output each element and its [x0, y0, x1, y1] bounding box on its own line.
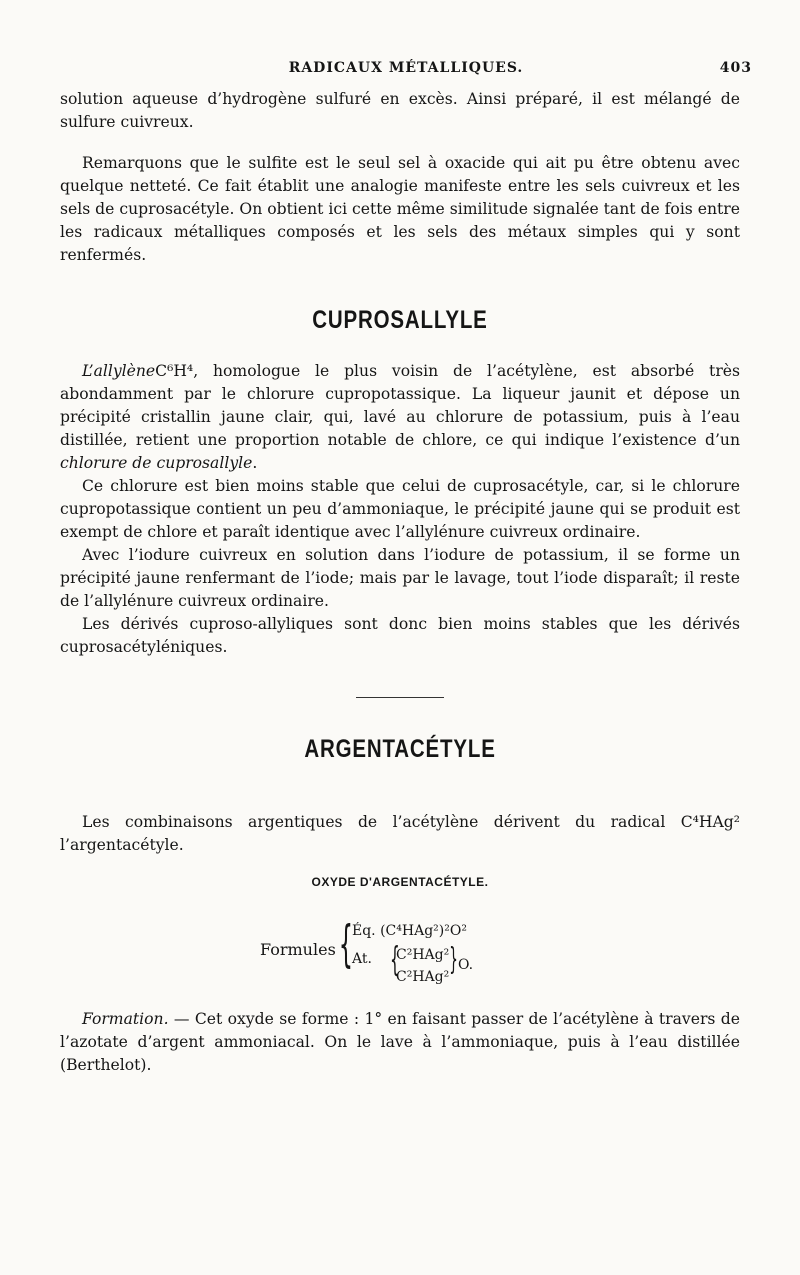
paragraph: Les combinaisons argentiques de l’acétylène dérivent du radical C⁴HAg² l’argentacétyle. [60, 813, 740, 854]
paragraph-text: . [252, 454, 258, 472]
formula-at-o: O. [458, 957, 474, 973]
running-head [60, 60, 752, 84]
formula-at-label: At. [352, 951, 372, 967]
paragraph: Ce chlorure est bien moins stable que celui de cuprosacétyle, car, si le chlorure cupropotassique contient un peu d’ammoniaque, le précipité jaune qui se produit est exempt de chlore et paraît identique avec l’allylénure cuivreux ordinaire. [60, 477, 740, 541]
italic-term: chlorure de cuprosallyle [60, 454, 253, 472]
italic-term: Formation. [82, 1010, 169, 1028]
paragraph-text: , homologue le plus voisin de l’acétylène, est absorbé très abondamment par le chlorure cupropotassique. La liqueur jaunit et dépose un précipité cristallin jaune clair, qui, lavé au chlorure de potassium, puis à l’eau distillée, retient une proportion notable de chlore, ce qui indique l’existence d’un [60, 362, 740, 449]
running-title: RADICAUX MÉTALLIQUES. [288, 60, 524, 76]
paragraph [60, 1008, 740, 1077]
section-heading: CUPROSALLYLE [312, 306, 488, 334]
formula-eq: Éq. (C⁴HAg²)²O² [352, 923, 467, 939]
paragraph: Avec l’iodure cuivreux en solution dans l’iodure de potassium, il se forme un précipité jaune renfermant de l’iode; mais par le lavage, tout l’iode disparaît; il reste de l’allylénure cuivreux ordinaire. [60, 546, 740, 610]
page-number: 403 [719, 60, 752, 76]
subsection-heading: OXYDE D'ARGENTACÉTYLE. [311, 875, 489, 889]
paragraph-text: — Cet oxyde se forme : 1° en faisant passer de l’acétylène à travers de l’azotate d’argent ammoniacal. On le lave à l’ammoniaque, puis à l’eau distillée (Berthelot). [60, 1010, 740, 1074]
paragraph: Remarquons que le sulfite est le seul sel à oxacide qui ait pu être obtenu avec quelque netteté. Ce fait établit une analogie manifeste entre les sels cuivreux et les sels de cuprosacétyle. On obtient ici cette même similitude signalée tant de fois entre les radicaux métalliques composés et les sels des métaux simples qui y sont renfermés. [60, 154, 740, 264]
paragraph [60, 360, 740, 475]
formula-label: Formules [260, 940, 336, 959]
section-heading: ARGENTACÉTYLE [304, 735, 496, 763]
brace: } [449, 942, 458, 977]
brace: { [338, 915, 354, 973]
paragraph: Les dérivés cuproso-allyliques sont donc bien moins stables que les dérivés cuprosacétyléniques. [60, 615, 740, 656]
formula-at-2: C²HAg² [396, 969, 450, 985]
formula-block [260, 916, 740, 988]
paragraph: solution aqueuse d’hydrogène sulfuré en excès. Ainsi préparé, il est mélangé de sulfure cuivreux. [60, 90, 740, 131]
formula: C⁶H⁴ [155, 362, 194, 380]
brace: { [389, 940, 400, 980]
formula-at-1: C²HAg² [396, 947, 450, 963]
page-body [60, 88, 740, 1077]
italic-term: L’allylène [82, 362, 156, 380]
